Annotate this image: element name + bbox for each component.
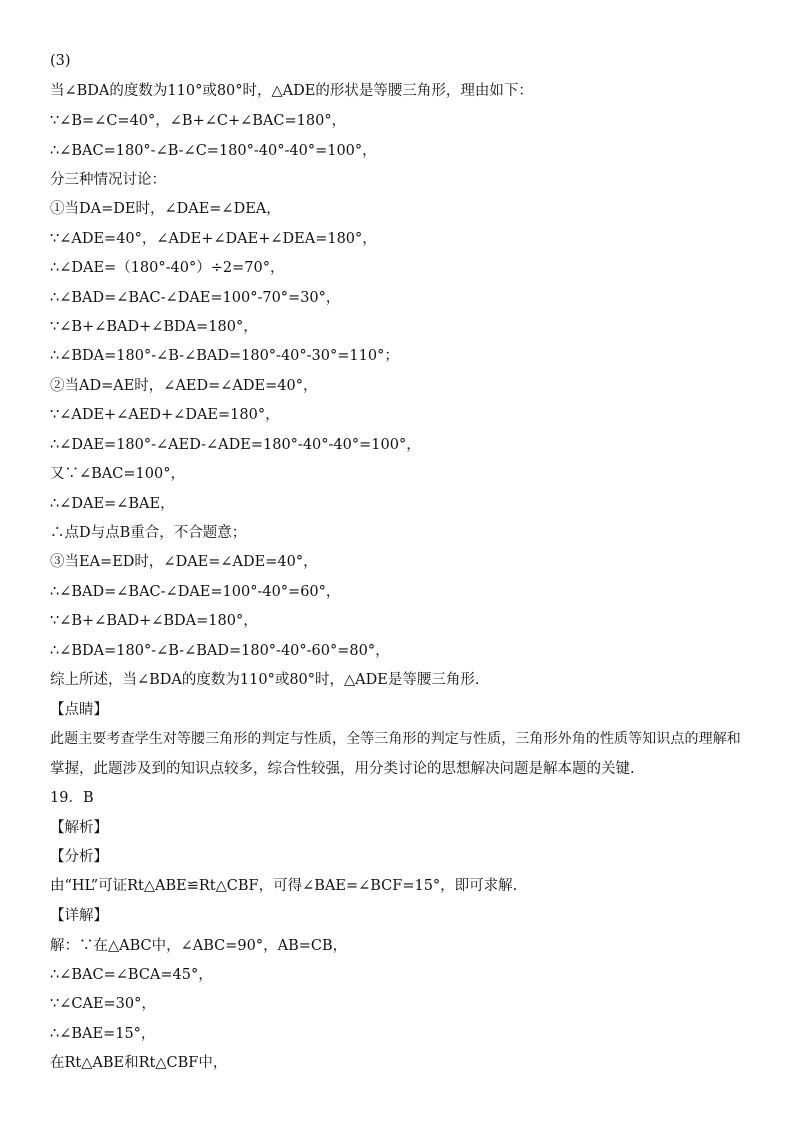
proof-line: ∴∠DAE=∠BAE， xyxy=(50,496,175,512)
case-intro: 分三种情况讨论： xyxy=(50,172,166,188)
solution-line: ∴∠BAE=15°， xyxy=(50,1026,156,1042)
proof-line: ∴∠DAE=（180°-40°）÷2=70°， xyxy=(50,260,285,276)
section-heading-xiangjie: 【详解】 xyxy=(50,908,108,924)
proof-line: ∴∠BAC=180°-∠B-∠C=180°-40°-40°=100°， xyxy=(50,143,377,159)
solution-line: 在Rt△ABE和Rt△CBF中， xyxy=(50,1055,228,1071)
proof-line: ∴∠BDA=180°-∠B-∠BAD=180°-40°-30°=110°； xyxy=(50,348,399,364)
solution-line: ∴∠BAC=∠BCA=45°， xyxy=(50,967,213,983)
question-19-answer: 19．B xyxy=(50,790,94,806)
conclusion-line: 综上所述，当∠BDA的度数为110°或80°时，△ADE是等腰三角形. xyxy=(50,672,480,688)
part-3-label: (3) xyxy=(50,53,71,69)
case-2-heading: ②当AD=AE时，∠AED=∠ADE=40°， xyxy=(50,378,318,394)
proof-line: ∵∠B=∠C=40°，∠B+∠C+∠BAC=180°， xyxy=(50,113,347,129)
section-heading-dianjing: 【点睛】 xyxy=(50,702,108,718)
proof-line: ∴∠BDA=180°-∠B-∠BAD=180°-40°-60°=80°， xyxy=(50,643,390,659)
proof-line: ∴点D与点B重合，不合题意； xyxy=(50,525,247,541)
commentary-line: 此题主要考查学生对等腰三角形的判定与性质，全等三角形的判定与性质，三角形外角的性质等知识点的理解和 xyxy=(50,731,741,747)
proof-line: ∴∠BAD=∠BAC-∠DAE=100°-40°=60°， xyxy=(50,584,341,600)
section-heading-fenxi: 【分析】 xyxy=(50,849,108,865)
case-1-heading: ①当DA=DE时，∠DAE=∠DEA， xyxy=(50,201,281,217)
section-heading-jiexi: 【解析】 xyxy=(50,820,108,836)
commentary-line: 掌握，此题涉及到的知识点较多，综合性较强，用分类讨论的思想解决问题是解本题的关键. xyxy=(50,761,635,777)
case-3-heading: ③当EA=ED时，∠DAE=∠ADE=40°， xyxy=(50,554,318,570)
proof-line: ∴∠DAE=180°-∠AED-∠ADE=180°-40°-40°=100°， xyxy=(50,437,421,453)
solution-line: ∵∠CAE=30°， xyxy=(50,996,156,1012)
answer-statement: 当∠BDA的度数为110°或80°时，△ADE的形状是等腰三角形，理由如下： xyxy=(50,83,533,99)
solution-line: 解：∵在△ABC中，∠ABC=90°，AB=CB， xyxy=(50,938,348,954)
proof-line: ∵∠B+∠BAD+∠BDA=180°， xyxy=(50,613,258,629)
proof-line: ∵∠ADE=40°，∠ADE+∠DAE+∠DEA=180°， xyxy=(50,231,377,247)
proof-line: ∵∠B+∠BAD+∠BDA=180°， xyxy=(50,319,258,335)
proof-line: ∵∠ADE+∠AED+∠DAE=180°， xyxy=(50,407,280,423)
proof-line: 又∵∠BAC=100°， xyxy=(50,466,185,482)
analysis-line: 由“HL”可证Rt△ABE≌Rt△CBF，可得∠BAE=∠BCF=15°，即可求解. xyxy=(50,878,518,894)
proof-line: ∴∠BAD=∠BAC-∠DAE=100°-70°=30°， xyxy=(50,290,341,306)
